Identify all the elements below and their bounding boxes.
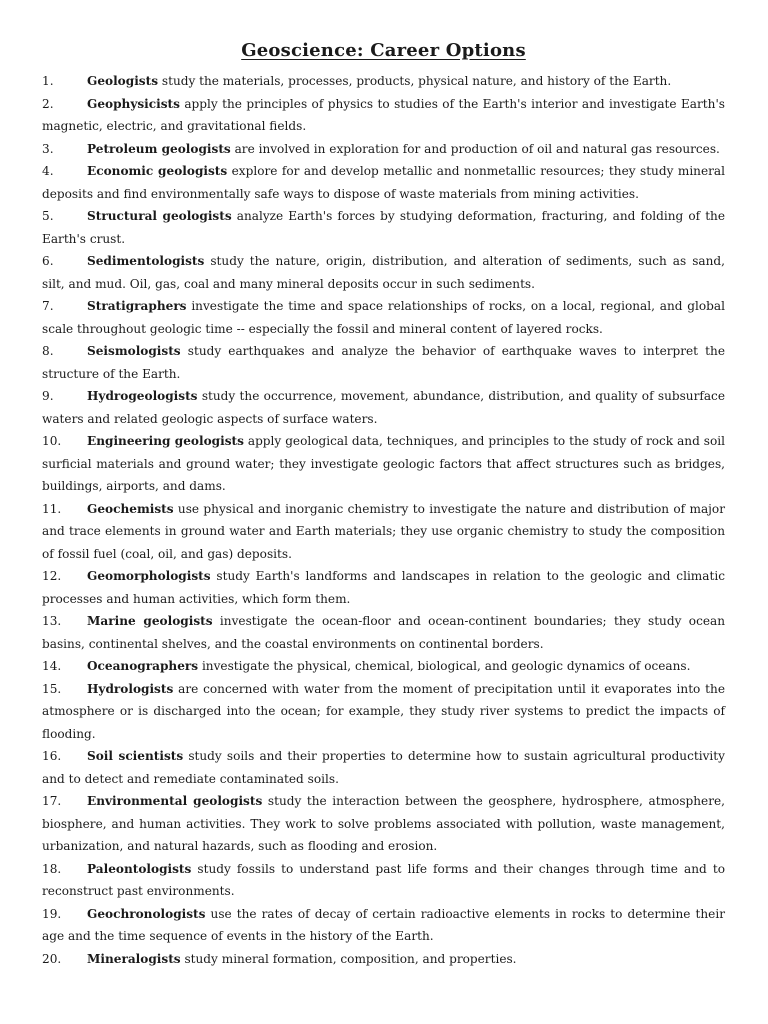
- item-number: 6.: [42, 254, 54, 268]
- item-number: 15.: [42, 681, 62, 696]
- career-description: use physical and inorganic chemistry to investigate the nature and distribution of major and trace elements in ground water and Earth materials; they use organic chemistry to study the composition of fossil fuel (coal, oil, and gas) deposits.: [42, 501, 725, 561]
- career-description: study fossils to understand past life forms and their changes through time and to reconstruct past environments.: [42, 861, 725, 898]
- item-number: 19.: [42, 906, 62, 921]
- career-term: Geomorphologists: [87, 569, 211, 583]
- item-number: 17.: [42, 794, 62, 808]
- item-number: 9.: [42, 389, 54, 403]
- list-item: [42, 250, 725, 295]
- career-description: study Earth's landforms and landscapes in relation to the geologic and climatic processes and human activities, which form them.: [42, 569, 725, 606]
- list-item: [42, 610, 725, 655]
- career-description: study mineral formation, composition, and properties.: [184, 951, 517, 966]
- list-item: [42, 70, 725, 93]
- career-list: [42, 70, 725, 970]
- career-term: Mineralogists: [87, 951, 181, 966]
- career-description: are involved in exploration for and production of oil and natural gas resources.: [234, 141, 720, 156]
- item-number: 14.: [42, 659, 62, 673]
- item-number: 2.: [42, 96, 54, 111]
- list-item: [42, 138, 725, 161]
- career-description: use the rates of decay of certain radioactive elements in rocks to determine their age and the time sequence of events in the history of the Earth.: [42, 906, 725, 943]
- list-item: [42, 385, 725, 430]
- document-page: [42, 40, 725, 970]
- career-term: Marine geologists: [87, 614, 213, 628]
- career-term: Hydrogeologists: [87, 389, 198, 403]
- career-term: Oceanographers: [87, 659, 199, 673]
- career-term: Soil scientists: [87, 749, 184, 763]
- career-description: investigate the physical, chemical, biological, and geologic dynamics of oceans.: [201, 659, 691, 673]
- career-description: study earthquakes and analyze the behavior of earthquake waves to interpret the structure of the Earth.: [42, 344, 725, 381]
- item-number: 18.: [42, 861, 62, 876]
- career-term: Geologists: [87, 74, 159, 88]
- career-description: apply the principles of physics to studies of the Earth's interior and investigate Earth's magnetic, electric, and gravitational fields.: [42, 96, 725, 133]
- item-number: 20.: [42, 951, 62, 966]
- list-item: [42, 745, 725, 790]
- career-term: Environmental geologists: [87, 794, 263, 808]
- career-description: study the interaction between the geosphere, hydrosphere, atmosphere, biosphere, and human activities. They work to solve problems associated with pollution, waste management, urbanization, and natural hazards, such as flooding and erosion.: [42, 794, 725, 853]
- list-item: [42, 790, 725, 858]
- item-number: 7.: [42, 299, 54, 313]
- career-term: Sedimentologists: [87, 254, 205, 268]
- item-number: 16.: [42, 749, 62, 763]
- career-description: explore for and develop metallic and nonmetallic resources; they study mineral deposits and find environmentally safe ways to dispose of waste materials from mining activities.: [42, 164, 725, 201]
- item-number: 13.: [42, 614, 62, 628]
- career-term: Structural geologists: [87, 209, 232, 223]
- item-number: 10.: [42, 434, 62, 448]
- item-number: 5.: [42, 209, 54, 223]
- career-term: Hydrologists: [87, 681, 174, 696]
- list-item: [42, 655, 725, 678]
- career-description: study the materials, processes, products, physical nature, and history of the Earth.: [161, 74, 672, 88]
- career-term: Geochemists: [87, 501, 174, 516]
- document-title: Geoscience: Career Options: [241, 40, 526, 61]
- list-item: [42, 903, 725, 948]
- list-item: [42, 160, 725, 205]
- career-term: Seismologists: [87, 344, 181, 358]
- list-item: [42, 340, 725, 385]
- list-item: [42, 295, 725, 340]
- item-number: 3.: [42, 141, 54, 156]
- career-term: Paleontologists: [87, 861, 192, 876]
- career-description: study the nature, origin, distribution, and alteration of sediments, such as sand, silt, and mud. Oil, gas, coal and many mineral deposits occur in such sediments.: [42, 254, 725, 291]
- list-item: [42, 93, 725, 138]
- list-item: [42, 498, 725, 566]
- career-description: investigate the ocean-floor and ocean-continent boundaries; they study ocean basins, continental shelves, and the coastal environments on continental borders.: [42, 614, 725, 651]
- item-number: 8.: [42, 344, 54, 358]
- career-term: Engineering geologists: [87, 434, 244, 448]
- list-item: [42, 678, 725, 746]
- career-term: Stratigraphers: [87, 299, 187, 313]
- list-item: [42, 430, 725, 498]
- career-description: analyze Earth's forces by studying deformation, fracturing, and folding of the Earth's crust.: [42, 209, 725, 246]
- list-item: [42, 565, 725, 610]
- item-number: 12.: [42, 569, 62, 583]
- career-term: Economic geologists: [87, 164, 228, 178]
- career-description: apply geological data, techniques, and principles to the study of rock and soil surficial materials and ground water; they investigate geologic factors that affect structures such as bridges, buildings, airports, and dams.: [42, 434, 725, 493]
- career-description: investigate the time and space relationships of rocks, on a local, regional, and global scale throughout geologic time -- especially the fossil and mineral content of layered rocks.: [42, 299, 725, 336]
- list-item: [42, 205, 725, 250]
- career-term: Geochronologists: [87, 906, 206, 921]
- list-item: [42, 948, 725, 971]
- item-number: 11.: [42, 501, 62, 516]
- item-number: 1.: [42, 74, 54, 88]
- career-term: Geophysicists: [87, 96, 180, 111]
- career-description: are concerned with water from the moment of precipitation until it evaporates into the atmosphere or is discharged into the ocean; for example, they study river systems to predict the impacts of flooding.: [42, 681, 725, 741]
- career-description: study the occurrence, movement, abundance, distribution, and quality of subsurface waters and related geologic aspects of surface waters.: [42, 389, 725, 426]
- career-description: study soils and their properties to determine how to sustain agricultural productivity and to detect and remediate contaminated soils.: [42, 749, 725, 786]
- list-item: [42, 858, 725, 903]
- career-term: Petroleum geologists: [87, 141, 231, 156]
- item-number: 4.: [42, 164, 54, 178]
